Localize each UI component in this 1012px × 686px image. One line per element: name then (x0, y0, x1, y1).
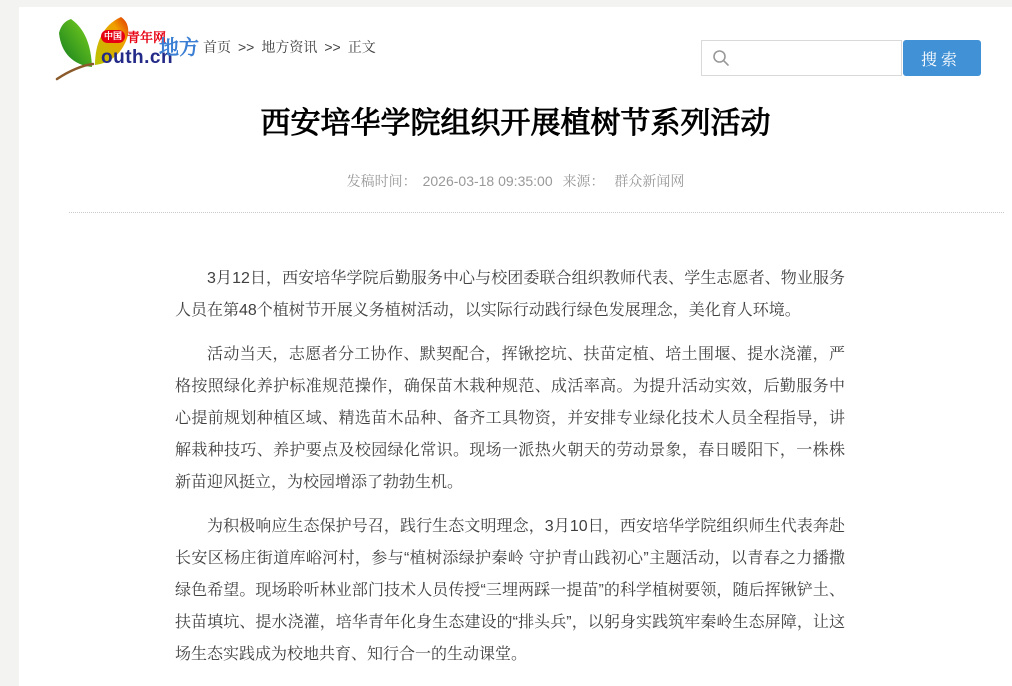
section-label-difang[interactable]: 地方 (159, 37, 199, 59)
paragraph: 3月12日，西安培华学院后勤服务中心与校团委联合组织教师代表、学生志愿者、物业服务人员在第48个植树节开展义务植树活动，以实际行动践行绿色发展理念，美化育人环境。 (175, 270, 845, 319)
source-label: 来源： (562, 173, 605, 189)
breadcrumb (203, 37, 376, 57)
search-icon (711, 48, 731, 68)
publish-time-value: 2026-03-18 09:35:00 (422, 173, 553, 189)
paragraph: 活动当天，志愿者分工协作、默契配合，挥锹挖坑、扶苗定植、培土围堰、提水浇灌，严格按照绿化养护标准规范操作，确保苗木栽种规范、成活率高。为提升活动实效，后勤服务中心提前规划种植区域、精选苗木品种、备齐工具物资，并安排专业绿化技术人员全程指导，讲解栽种技巧、养护要点及校园绿化常识。现场一派热火朝天的劳动景象，春日暖阳下，一株株新苗迎风挺立，为校园增添了勃勃生机。 (175, 346, 845, 491)
divider (69, 212, 1004, 213)
paragraph: 为积极响应生态保护号召，践行生态文明理念，3月10日，西安培华学院组织师生代表奔赴长安区杨庄街道库峪河村，参与“植树添绿护秦岭 守护青山践初心”主题活动，以青春之力播撒绿色希望。现场聆听林业部门技术人员传授“三埋两踩一提苗”的科学植树要领，随后挥锹铲土、扶苗填坑、提水浇灌，培华青年化身生态建设的“排头兵”，以躬身实践筑牢秦岭生态屏障，让这场生态实践成为校地共育、知行合一的生动课堂。 (175, 518, 845, 663)
source-value: 群众新闻网 (614, 173, 685, 189)
breadcrumb-current: 正文 (347, 39, 376, 55)
breadcrumb-separator: >> (324, 39, 341, 55)
breadcrumb-separator: >> (238, 39, 255, 55)
breadcrumb-home[interactable]: 首页 (203, 39, 231, 55)
article-meta (19, 173, 1012, 190)
site-header (19, 7, 1012, 103)
logo-badge-zhongguo: 中国 (101, 30, 125, 43)
logo-text-qingnianwang: 青年网 (127, 30, 167, 45)
article-title: 西安培华学院组织开展植树节系列活动 (260, 107, 771, 140)
logo-domain-text: outh.cn (101, 47, 174, 68)
search-box (701, 40, 902, 76)
publish-time-label: 发稿时间： (346, 173, 417, 189)
article-body (175, 263, 845, 671)
search-input[interactable] (731, 41, 901, 75)
search-bar (701, 40, 981, 76)
article-main (19, 103, 1012, 671)
search-button[interactable]: 搜索 (903, 40, 981, 76)
content-area (19, 7, 1012, 686)
breadcrumb-local-news[interactable]: 地方资讯 (261, 39, 318, 55)
